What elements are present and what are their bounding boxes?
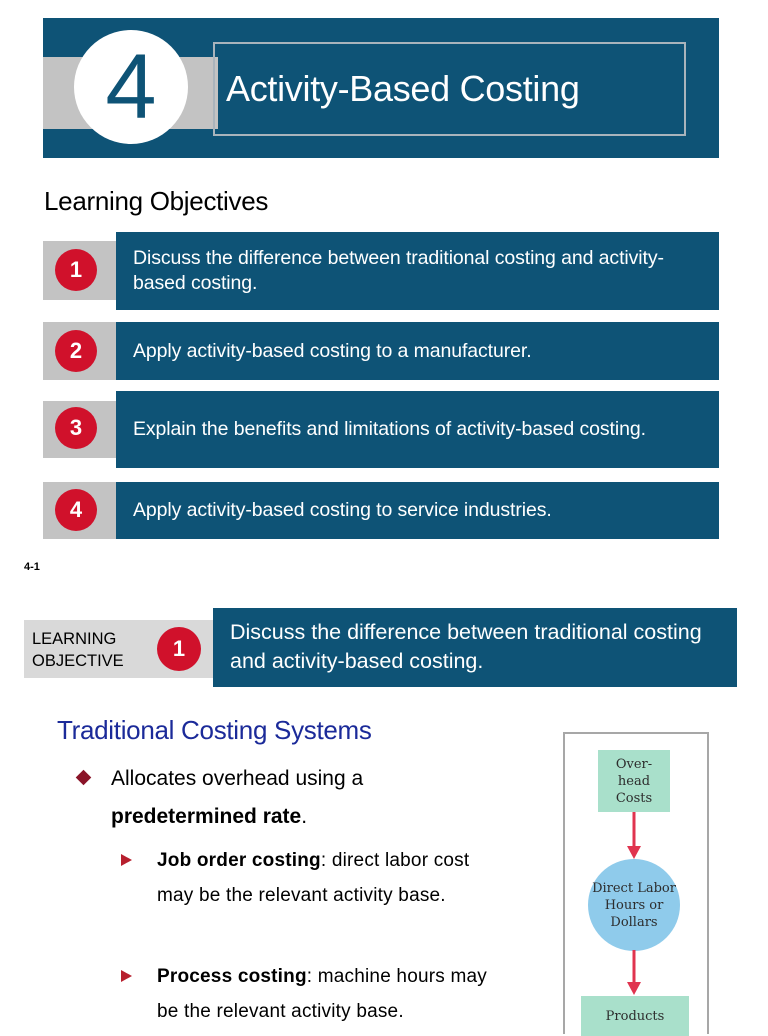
lo-label-line1: LEARNING: [32, 630, 117, 648]
lo-number: 1: [172, 636, 186, 661]
main-bullet-bold: predetermined rate: [111, 805, 302, 828]
objective-1-number: 1: [69, 257, 83, 282]
diagram-overhead-label: Over-head Costs: [615, 756, 653, 806]
sub-bullet-1: [157, 843, 487, 913]
objective-3-band: [116, 391, 719, 468]
chapter-number-badge: [74, 30, 188, 144]
objective-4-text: Apply activity-based costing to service industries.: [133, 499, 552, 521]
sub-bullet-1-text: : direct labor cost may be the relevant activity base.: [157, 850, 470, 906]
diagram-arrow-down-icon: [626, 812, 642, 860]
lo-text-band: [213, 608, 737, 687]
main-bullet-text: [111, 760, 441, 836]
objective-1-band: [116, 232, 719, 310]
sub-bullet-2-text: : machine hours may be the relevant activity base.: [157, 966, 487, 1022]
lo-text: Discuss the difference between traditional costing and activity-based costing.: [230, 620, 702, 673]
objective-4-band: [116, 482, 719, 539]
objective-2-text: Apply activity-based costing to a manufacturer.: [133, 339, 532, 362]
sub-bullet-2: [157, 959, 487, 1029]
diagram-products-box: [581, 996, 689, 1036]
diagram-arrow-down-icon: [626, 950, 642, 996]
triangle-bullet-icon: [121, 970, 132, 982]
objective-2-number: 2: [69, 338, 83, 363]
sub-bullet-1-bold: Job order costing: [157, 850, 321, 871]
main-bullet-text-before: Allocates overhead using a: [111, 767, 364, 790]
diamond-bullet-icon: [76, 770, 92, 786]
section-title: Traditional Costing Systems: [57, 715, 372, 745]
objective-4-number-badge: [55, 489, 97, 531]
diagram-activity-base-label: Direct Labor Hours or Dollars: [592, 880, 676, 930]
diagram-overhead-box: [598, 750, 670, 812]
objective-3-text: Explain the benefits and limitations of activity-based costing.: [133, 418, 646, 440]
objective-3-number: 3: [69, 415, 83, 440]
lo-label: [32, 628, 124, 672]
chapter-title-box: [213, 42, 686, 136]
diagram-activity-base-ellipse: [588, 859, 680, 951]
diagram-products-label: Products: [605, 1008, 665, 1024]
page-number: 4-1: [24, 561, 40, 573]
objective-1-text: Discuss the difference between traditional costing and activity-based costing.: [133, 247, 664, 294]
objective-2-band: [116, 322, 719, 380]
objective-4-number: 4: [69, 497, 83, 522]
objective-3-number-badge: [55, 407, 97, 449]
learning-objectives-heading: Learning Objectives: [44, 186, 269, 216]
main-bullet-text-after: .: [301, 805, 308, 828]
triangle-bullet-icon: [121, 854, 132, 866]
lo-number-badge: [157, 627, 201, 671]
objective-1-number-badge: [55, 249, 97, 291]
chapter-number: 4: [105, 36, 157, 138]
sub-bullet-2-bold: Process costing: [157, 966, 307, 987]
lo-label-line2: OBJECTIVE: [32, 652, 124, 670]
chapter-title: Activity-Based Costing: [226, 68, 580, 109]
objective-2-number-badge: [55, 330, 97, 372]
